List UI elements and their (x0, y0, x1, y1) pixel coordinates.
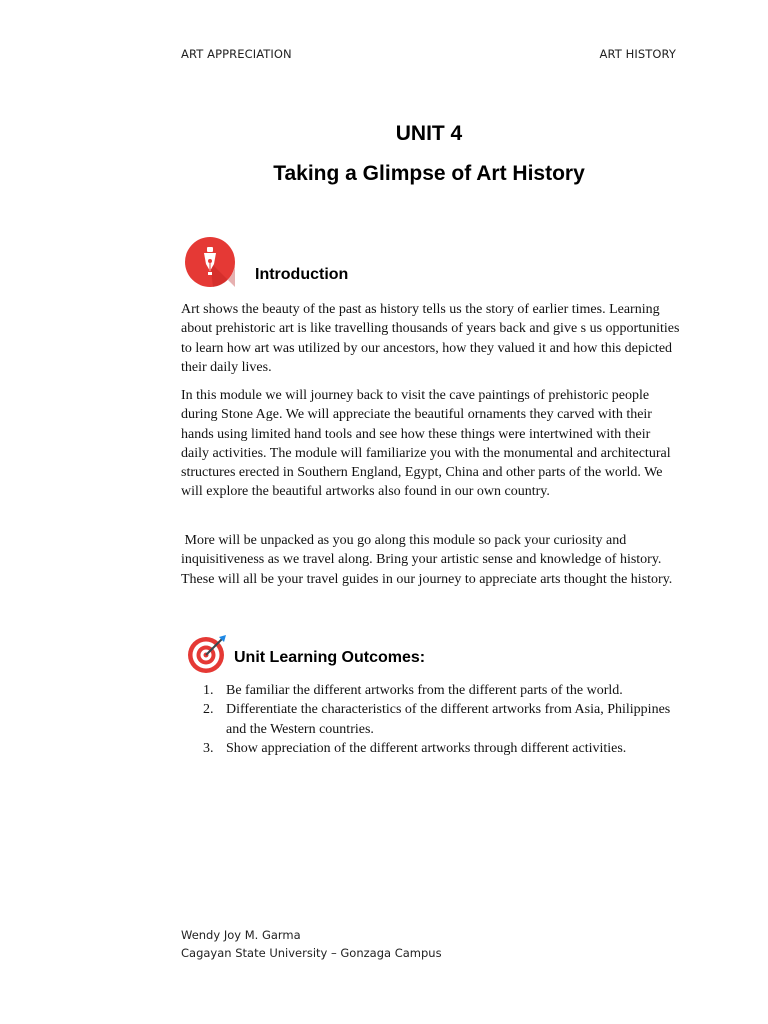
outcome-number: 3. (203, 740, 214, 756)
outcome-item (203, 739, 673, 758)
intro-paragraph-1: Art shows the beauty of the past as history tells us the story of earlier times. Learning about prehistoric art is like travelling thousands of years back and give s us opportunities to learn how art was utilized by our ancestors, how they valued it and how this depicted their daily lives. (181, 302, 680, 375)
footer-institution: Cagayan State University – Gonzaga Campus (181, 946, 442, 960)
outcome-number: 1. (203, 683, 214, 698)
intro-paragraph-2: In this module we will journey back to visit the cave paintings of prehistoric people during Stone Age. We will appreciate the beautiful ornaments they carved with their hands using limited hand tools and see how these things were intertwined with their daily activities. The module will familiarize you with the monumental and architectural structures erected in Southern England, Egypt, China and other parts of the world. We will explore the beautiful artworks also found in our own country. (181, 388, 671, 500)
outcome-text: Be familiar the different artworks from the different parts of the world. (226, 683, 623, 698)
header-course-title: ART APPRECIATION (181, 47, 292, 61)
outcomes-list (203, 681, 673, 758)
footer-author: Wendy Joy M. Garma (181, 928, 301, 942)
outcome-text: Show appreciation of the different artworks through different activities. (226, 740, 627, 756)
header-section-title: ART HISTORY (599, 47, 676, 61)
outcome-item (203, 681, 673, 700)
outcome-number: 2. (203, 702, 214, 718)
intro-paragraph-3: More will be unpacked as you go along this module so pack your curiosity and inquisitiveness as we travel along. Bring your artistic sense and knowledge of history. These will all be your travel guides in our journey to appreciate arts thought the history. (181, 533, 673, 587)
footer (181, 926, 442, 962)
unit-title: Taking a Glimpse of Art History (273, 162, 585, 185)
pen-nib-icon (185, 237, 235, 287)
outcome-text: Differentiate the characteristics of the different artworks from Asia, Philippines and the Western countries. (226, 702, 671, 737)
unit-number: UNIT 4 (395, 122, 463, 145)
outcomes-heading: Unit Learning Outcomes: (234, 649, 426, 666)
target-icon (186, 633, 228, 675)
outcome-item (203, 700, 673, 739)
introduction-heading: Introduction (255, 266, 349, 283)
